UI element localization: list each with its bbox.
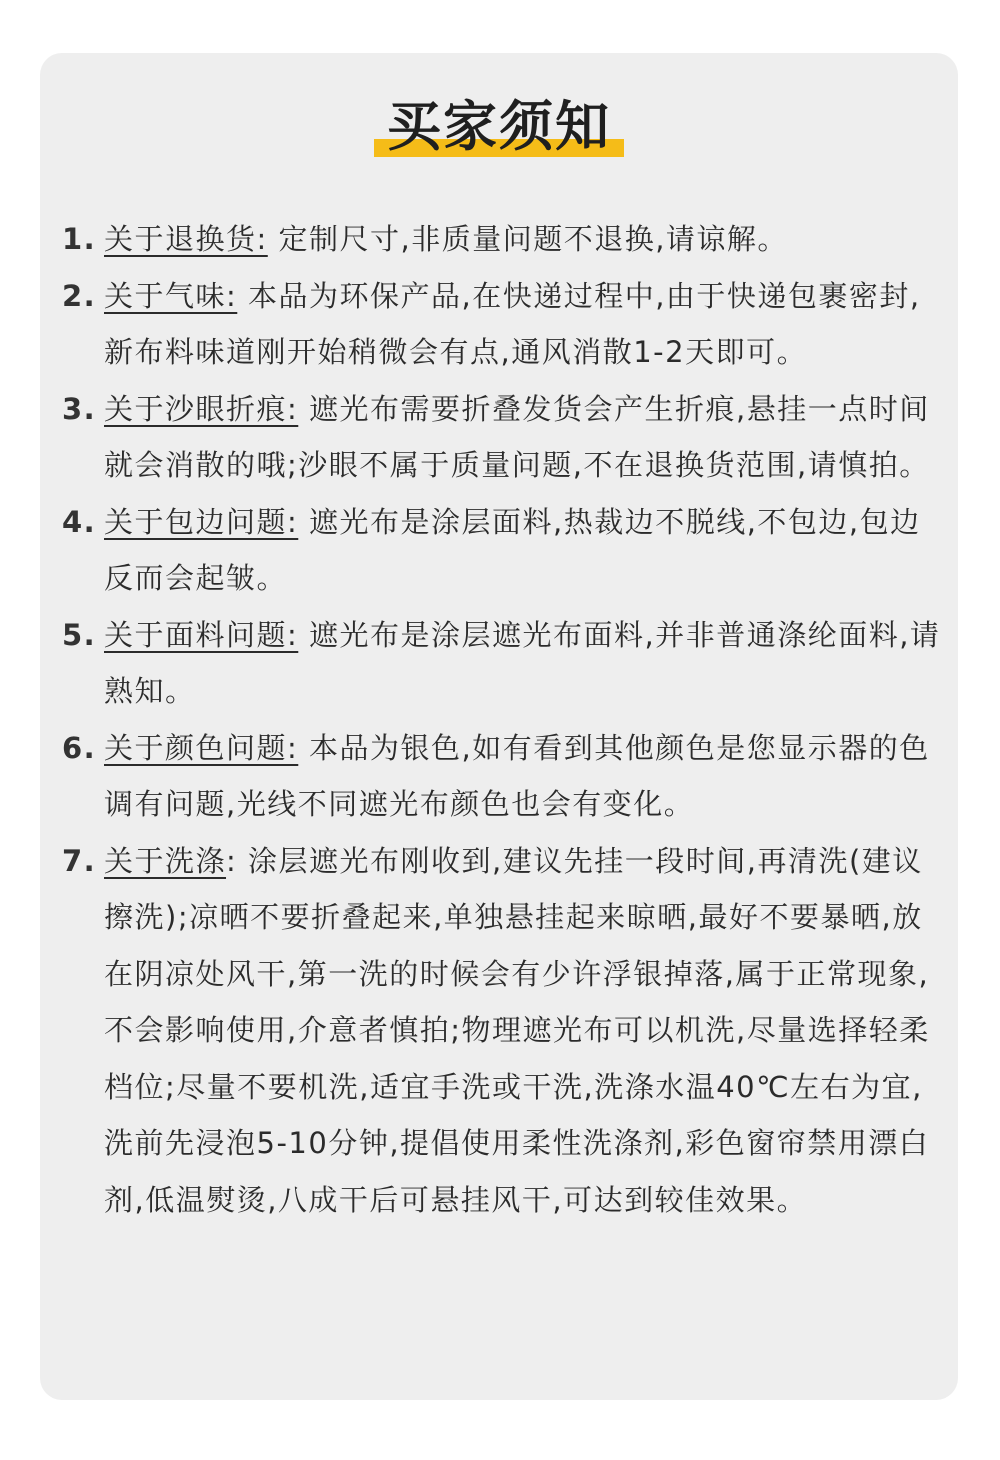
item-text: 本品为银色,如有看到其他颜色是您显示器的色调有问题,光线不同遮光布颜色也会有变化。 [104,730,930,821]
item-number: 1. [62,222,97,256]
item-number: 4. [62,504,97,539]
item-text: 遮光布是涂层遮光布面料,并非普通涤纶面料,请熟知。 [104,617,941,708]
notice-card [40,53,958,1400]
notice-item-odor [62,268,950,381]
item-text: : 涂层遮光布刚收到,建议先挂一段时间,再清洗(建议擦洗);凉晒不要折叠起来,单独悬挂起来晾晒,最好不要暴晒,放在阴凉处风干,第一洗的时候会有少许浮银掉落,属于正常现象,不会影响使用,介意者慎拍;物理遮光布可以机洗,尽量选择轻柔档位;尽量不要机洗,适宜手洗或干洗,洗涤水温40℃左右为宜,洗前先浸泡5-10分钟,提倡使用柔性洗涤剂,彩色窗帘禁用漂白剂,低温熨烫,八成干后可悬挂风干,可达到较佳效果。 [104,843,930,1217]
notice-item-washing [62,833,950,1229]
item-number: 2. [62,278,97,313]
notice-item-color [62,720,950,833]
item-text: 定制尺寸,非质量问题不退换,请谅解。 [267,222,788,256]
item-text: 本品为环保产品,在快递过程中,由于快递包裹密封,新布料味道刚开始稍微会有点,通风消散1-2天即可。 [104,278,921,369]
item-heading: 关于面料问题: [104,617,299,652]
notice-item-returns [62,211,950,268]
item-heading: 关于沙眼折痕: [104,391,299,426]
item-number: 3. [62,391,97,426]
item-number: 5. [62,617,97,652]
item-heading: 关于退换货: [104,222,268,256]
item-text: 遮光布是涂层面料,热裁边不脱线,不包边,包边反而会起皱。 [104,504,921,595]
notice-item-pinholes-creases [62,381,950,494]
title-wrap [40,95,958,159]
page-title-text: 买家须知 [387,95,611,158]
notice-item-hemming [62,494,950,607]
item-heading: 关于包边问题: [104,504,299,539]
item-number: 7. [62,843,97,878]
item-heading: 关于洗涤 [104,843,227,878]
item-heading: 关于气味: [104,278,238,313]
item-text: 遮光布需要折叠发货会产生折痕,悬挂一点时间就会消散的哦;沙眼不属于质量问题,不在退换货范围,请慎拍。 [104,391,930,482]
page-title [377,95,621,159]
notice-item-fabric [62,607,950,720]
notice-list [62,211,950,1228]
item-number: 6. [62,730,97,765]
item-heading: 关于颜色问题: [104,730,299,765]
